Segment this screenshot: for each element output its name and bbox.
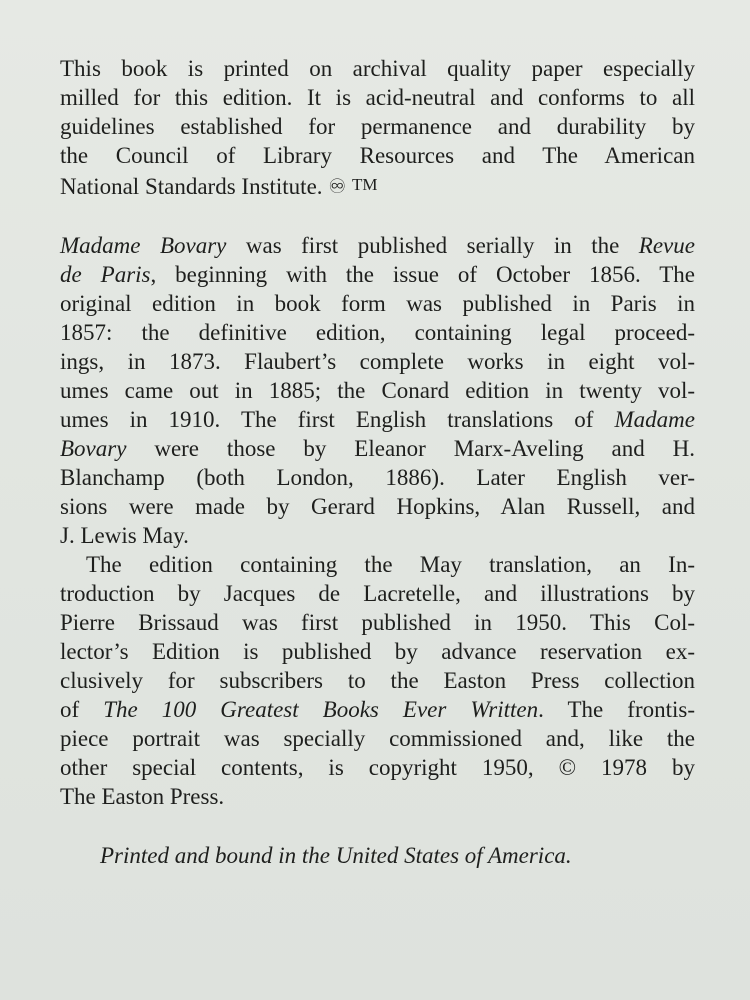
text-line: ings, in 1873. Flaubert’s complete works in eight vol- [60, 349, 695, 374]
edition-details-paragraph [60, 550, 695, 811]
text-segment: , beginning with the issue of October 1856. The [150, 262, 695, 287]
book-title: Bovary [60, 436, 127, 461]
book-title: Madame Bovary [60, 233, 227, 258]
journal-title: de Paris [60, 262, 151, 287]
printed-in-notice: Printed and bound in the United States of America. [100, 843, 572, 868]
journal-title: Revue [638, 233, 695, 258]
publication-history-paragraph [60, 231, 695, 550]
text-line: J. Lewis May. [60, 523, 189, 548]
text-line: original edition in book form was published in Paris in [60, 291, 695, 316]
text-segment: were those by Eleanor Marx-Aveling and H. [126, 436, 695, 461]
text-segment: National Standards Institute. [60, 174, 323, 199]
text-line: sions were made by Gerard Hopkins, Alan Russell, and [60, 494, 695, 519]
trademark-mark: TM [351, 175, 378, 194]
text-line: clusively for subscribers to the Easton Press collection [60, 668, 695, 693]
text-segment: umes in 1910. The first English translations of [60, 407, 615, 432]
text-line: 1857: the definitive edition, containing legal proceed- [60, 320, 695, 345]
copyright-page [60, 54, 695, 870]
book-title: Madame [614, 407, 695, 432]
text-segment: of [60, 697, 104, 722]
text-line: Blanchamp (both London, 1886). Later English ver- [60, 465, 695, 490]
text-line: lector’s Edition is published by advance reservation ex- [60, 639, 695, 664]
text-line [60, 231, 695, 260]
text-line: troduction by Jacques de Lacretelle, and illustrations by [60, 581, 695, 606]
text-line [60, 260, 695, 289]
text-line: umes came out in 1885; the Conard edition in twenty vol- [60, 378, 695, 403]
text-line: The Easton Press. [60, 784, 225, 809]
text-line [60, 695, 695, 724]
text-line [60, 434, 695, 463]
text-segment: . The frontis- [538, 697, 695, 722]
text-line: Pierre Brissaud was first published in 1950. This Col- [60, 610, 695, 635]
text-line: guidelines established for permanence and durability by [60, 114, 695, 139]
text-line [60, 170, 695, 202]
text-line: This book is printed on archival quality paper especially [60, 56, 695, 81]
infinity-paper-icon: ♾ [328, 176, 347, 198]
collection-title: The 100 Greatest Books Ever Written [103, 697, 539, 722]
text-line [60, 405, 695, 434]
text-line: other special contents, is copyright 1950, © 1978 by [60, 755, 695, 780]
text-line: The edition containing the May translation, an In- [86, 552, 695, 577]
paper-notice-paragraph [60, 54, 695, 202]
text-line: the Council of Library Resources and The American [60, 143, 695, 168]
text-line: milled for this edition. It is acid-neutral and conforms to all [60, 85, 695, 110]
text-segment: was first published serially in the [226, 233, 639, 258]
text-line: piece portrait was specially commissioned and, like the [60, 726, 695, 751]
